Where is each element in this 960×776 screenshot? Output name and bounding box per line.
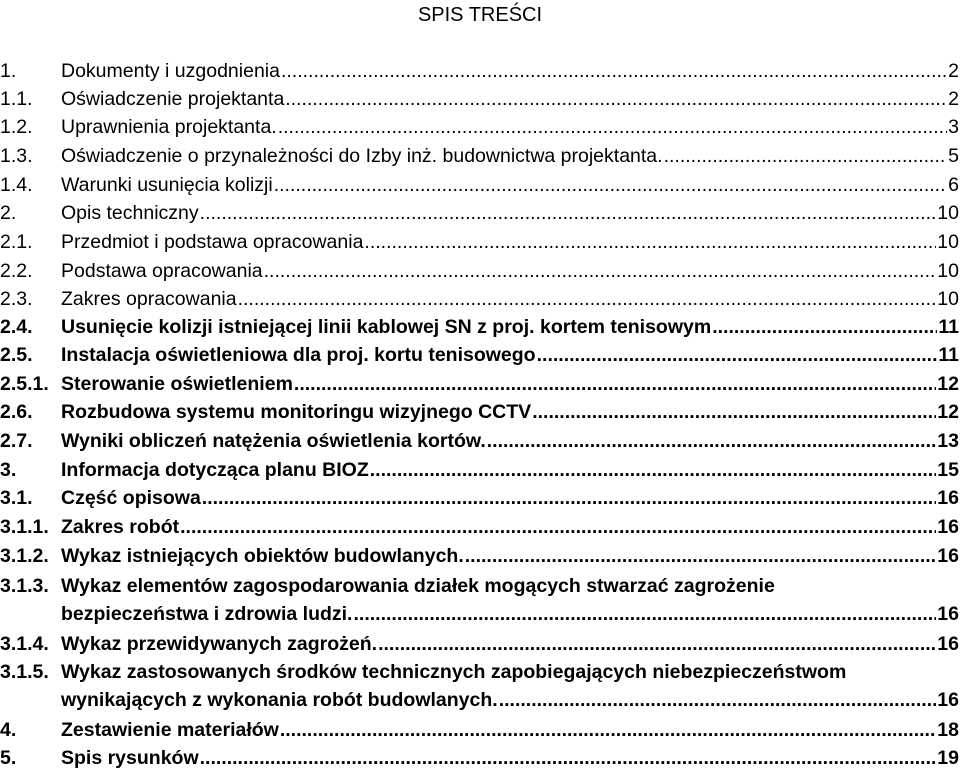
toc-leader <box>499 686 937 714</box>
toc-leader <box>274 171 947 199</box>
toc-entry[interactable] <box>0 484 960 512</box>
toc-number: 3.1.5. <box>0 661 49 683</box>
toc-leader <box>200 744 937 772</box>
toc-title: Usunięcie kolizji istniejącej linii kablowej SN z proj. kortem tenisowym <box>61 316 712 338</box>
toc-title: Podstawa opracowania <box>61 260 263 282</box>
toc-page-number: 2 <box>948 88 959 110</box>
toc-leader <box>238 285 937 313</box>
toc-entry[interactable] <box>0 456 960 484</box>
toc-leader <box>281 57 947 85</box>
toc-title: Zakres opracowania <box>61 288 237 310</box>
toc-page-number: 10 <box>937 202 959 224</box>
toc-title: Wykaz przewidywanych zagrożeń. <box>61 633 378 655</box>
toc-leader <box>712 313 937 341</box>
toc-number: 1. <box>0 60 17 82</box>
page-title: SPIS TREŚCI <box>417 4 543 26</box>
toc-leader <box>278 113 947 141</box>
toc-leader <box>285 85 947 113</box>
toc-entry[interactable] <box>0 257 960 285</box>
toc-leader <box>537 341 938 369</box>
toc-leader <box>532 398 936 426</box>
toc-number: 2.7. <box>0 430 33 452</box>
toc-page-number: 12 <box>937 401 959 423</box>
toc-page-number: 18 <box>937 719 959 741</box>
toc-page-number: 15 <box>937 459 959 481</box>
toc-number: 2.5.1. <box>0 373 49 395</box>
toc-number: 3.1.3. <box>0 575 49 597</box>
toc-number: 1.4. <box>0 174 33 196</box>
toc-entry[interactable] <box>0 716 960 744</box>
toc-page-number: 11 <box>938 344 959 366</box>
toc-number: 5. <box>0 747 17 769</box>
toc-page-number: 16 <box>937 633 959 655</box>
toc-page-number: 2 <box>948 60 959 82</box>
toc-title: Wykaz zastosowanych środków technicznych zapobiegających niebezpieczeństwom <box>61 661 847 683</box>
toc-number: 2. <box>0 202 17 224</box>
toc-number: 2.6. <box>0 401 33 423</box>
toc-leader <box>353 600 936 628</box>
toc-title: Uprawnienia projektanta. <box>61 116 277 138</box>
toc-page-number: 11 <box>938 316 959 338</box>
toc-entry[interactable] <box>0 171 960 199</box>
toc-title: Przedmiot i podstawa opracowania <box>61 231 364 253</box>
toc-number: 4. <box>0 719 17 741</box>
toc-title-continuation: bezpieczeństwa i zdrowia ludzi. <box>61 603 353 625</box>
toc-title: Zakres robót <box>61 516 180 538</box>
toc-title: Opis techniczny <box>61 202 199 224</box>
toc-title: Dokumenty i uzgodnienia <box>61 60 280 82</box>
toc-number: 3.1.4. <box>0 633 49 655</box>
toc-leader <box>180 513 936 541</box>
toc-entry[interactable] <box>0 370 960 398</box>
toc-number: 2.3. <box>0 288 33 310</box>
toc-entry[interactable] <box>0 142 960 170</box>
toc-title: Oświadczenie o przynależności do Izby inż. budownictwa projektanta. <box>61 145 663 167</box>
toc-leader <box>280 716 936 744</box>
toc-entry[interactable] <box>0 199 960 227</box>
toc-page-number: 10 <box>937 260 959 282</box>
toc-number: 2.2. <box>0 260 33 282</box>
toc-page-number: 16 <box>937 603 959 625</box>
toc-title: Oświadczenie projektanta <box>61 88 285 110</box>
toc-leader <box>264 257 937 285</box>
toc-title: Część opisowa <box>61 487 201 509</box>
toc-entry[interactable] <box>0 85 960 113</box>
toc-number: 3.1. <box>0 487 33 509</box>
toc-leader <box>294 370 936 398</box>
toc-title: Rozbudowa systemu monitoringu wizyjnego CCTV <box>61 401 532 423</box>
toc-leader <box>370 456 937 484</box>
toc-entry[interactable] <box>0 658 960 714</box>
toc-entry[interactable] <box>0 630 960 658</box>
toc-leader <box>465 542 937 570</box>
toc-title: Spis rysunków <box>61 747 199 769</box>
toc-title: Zestawienie materiałów <box>61 719 279 741</box>
toc-title: Wyniki obliczeń natężenia oświetlenia kortów. <box>61 430 486 452</box>
toc-number: 2.1. <box>0 231 33 253</box>
toc-page-number: 13 <box>937 430 959 452</box>
toc-page-number: 16 <box>937 487 959 509</box>
toc-number: 2.4. <box>0 316 33 338</box>
toc-entry[interactable] <box>0 57 960 85</box>
toc-page-number: 16 <box>937 516 959 538</box>
toc-leader <box>202 484 937 512</box>
toc-entry[interactable] <box>0 398 960 426</box>
toc-leader <box>364 228 936 256</box>
toc-entry[interactable] <box>0 228 960 256</box>
toc-leader <box>664 142 948 170</box>
toc-title-continuation: wynikających z wykonania robót budowlanych. <box>61 689 498 711</box>
toc-number: 3.1.1. <box>0 516 49 538</box>
toc-entry[interactable] <box>0 513 960 541</box>
toc-page-number: 19 <box>937 747 959 769</box>
toc-page-number: 5 <box>948 145 959 167</box>
toc-entry[interactable] <box>0 341 960 369</box>
toc-number: 2.5. <box>0 344 33 366</box>
toc-number: 3.1.2. <box>0 545 49 567</box>
toc-title: Warunki usunięcia kolizji <box>61 174 273 196</box>
toc-title: Sterowanie oświetleniem <box>61 373 293 395</box>
toc-leader <box>487 427 937 455</box>
toc-page-number: 10 <box>937 288 959 310</box>
toc-page-number: 16 <box>937 689 959 711</box>
toc-title: Wykaz istniejących obiektów budowlanych. <box>61 545 464 567</box>
toc-page-number: 6 <box>948 174 959 196</box>
toc-page-number: 12 <box>937 373 959 395</box>
toc-entry[interactable] <box>0 427 960 455</box>
toc-entry[interactable] <box>0 542 960 570</box>
toc-entry[interactable] <box>0 744 960 772</box>
toc-page-number: 16 <box>937 545 959 567</box>
toc-number: 1.2. <box>0 116 33 138</box>
toc-page-number: 10 <box>937 231 959 253</box>
toc-number: 1.1. <box>0 88 33 110</box>
toc-leader <box>378 630 936 658</box>
toc-leader <box>200 199 937 227</box>
toc-title: Wykaz elementów zagospodarowania działek mogących stwarzać zagrożenie <box>61 575 775 597</box>
toc-entry[interactable] <box>0 313 960 341</box>
toc-title: Informacja dotycząca planu BIOZ <box>61 459 369 481</box>
toc-entry[interactable] <box>0 285 960 313</box>
toc-entry[interactable] <box>0 572 960 628</box>
toc-title: Instalacja oświetleniowa dla proj. kortu tenisowego <box>61 344 536 366</box>
toc-number: 3. <box>0 459 17 481</box>
toc-page-number: 3 <box>948 116 959 138</box>
toc-entry[interactable] <box>0 113 960 141</box>
toc-number: 1.3. <box>0 145 33 167</box>
